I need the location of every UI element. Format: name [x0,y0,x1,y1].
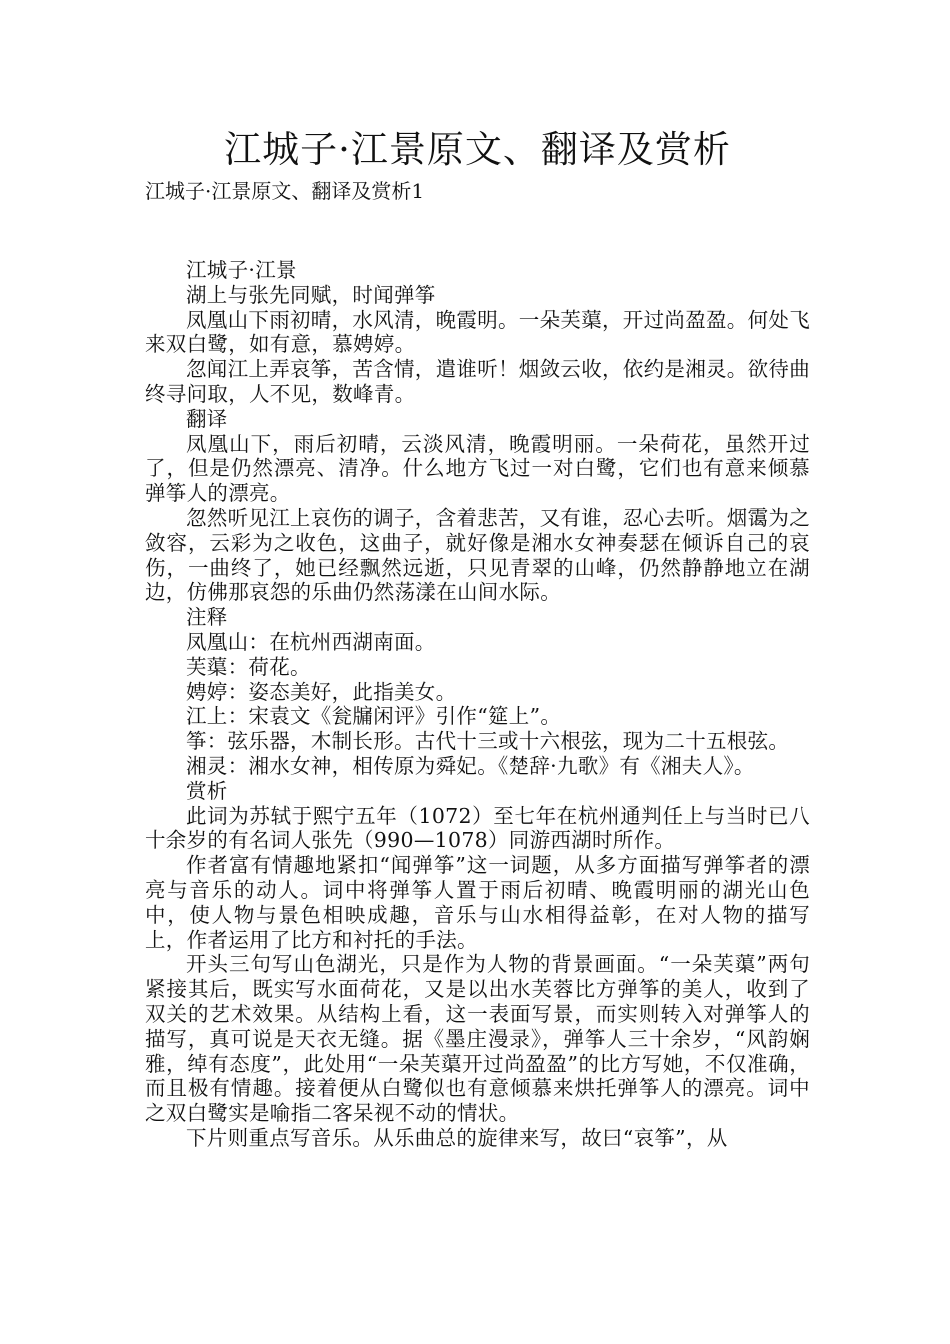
note-item: 凤凰山：在杭州西湖南面。 [186,629,436,654]
translation-paragraph: 凤凰山下，雨后初晴，云淡风清，晚霞明丽。一朵荷花，虽然开过了，但是仍然漂亮、清净。什么地方飞过一对白鹭，它们也有意来倾慕弹筝人的漂亮。 [145,431,810,506]
appreciation-paragraph: 作者富有情趣地紧扣“闻弹筝”这一词题，从多方面描写弹筝者的漂亮与音乐的动人。词中将弹筝人置于雨后初晴、晚霞明丽的湖光山色中，使人物与景色相映成趣，音乐与山水相得益彰，在对人物的描写上，作者运用了比方和衬托的手法。 [145,853,810,952]
document-subtitle: 江城子·江景原文、翻译及赏析1 [145,179,425,203]
poem-title: 江城子·江景 [186,258,297,282]
note-item: 江上：宋袁文《瓮牖闲评》引作“筵上”。 [186,704,562,729]
note-item: 娉婷：姿态美好，此指美女。 [186,679,457,704]
appreciation-paragraph: 下片则重点写音乐。从乐曲总的旋律来写，故曰“哀筝”，从 [186,1125,728,1150]
section-heading-translation: 翻译 [186,406,228,431]
poem-stanza-2: 忽闻江上弄哀筝，苦含情，遣谁听！烟敛云收，依约是湘灵。欲待曲终寻问取，人不见，数峰青。 [145,357,810,406]
appreciation-paragraph: 开头三句写山色湖光，只是作为人物的背景画面。“一朵芙蕖”两句紧接其后，既实写水面荷花，又是以出水芙蓉比方弹筝的美人，收到了双关的艺术效果。从结构上看，这一表面写景，而实则转入对弹筝人的描写，真可说是天衣无缝。据《墨庄漫录》，弹筝人三十余岁，“风韵娴雅，绰有态度”，此处用“一朵芙蕖开过尚盈盈”的比方写她，不仅准确，而且极有情趣。接着便从白鹭似也有意倾慕来烘托弹筝人的漂亮。词中之双白鹭实是喻指二客呆视不动的情状。 [145,952,810,1126]
note-item: 芙蕖：荷花。 [186,654,311,679]
poem-stanza-1: 凤凰山下雨初晴，水风清，晚霞明。一朵芙蕖，开过尚盈盈。何处飞来双白鹭，如有意，慕娉婷。 [145,307,810,357]
document-title: 江城子·江景原文、翻译及赏析 [224,128,731,171]
note-item: 筝：弦乐器，木制长形。古代十三或十六根弦，现为二十五根弦。 [186,729,790,754]
section-heading-appreciation: 赏析 [186,778,228,803]
section-heading-notes: 注释 [186,605,228,630]
translation-paragraph: 忽然听见江上哀伤的调子，含着悲苦，又有谁，忍心去听。烟霭为之敛容，云彩为之收色，这曲子，就好像是湘水女神奏瑟在倾诉自己的哀伤，一曲终了，她已经飘然远逝，只见青翠的山峰，仍然静静地立在湖边，仿佛那哀怨的乐曲仍然荡漾在山间水际。 [145,505,810,605]
poem-preface: 湖上与张先同赋，时闻弹筝 [186,282,436,307]
document-body [145,258,810,1151]
appreciation-paragraph: 此词为苏轼于熙宁五年（1072）至七年在杭州通判任上与当时已八十余岁的有名词人张先（990—1078）同游西湖时所作。 [145,803,810,853]
note-item: 湘灵：湘水女神，相传原为舜妃。《楚辞·九歌》有《湘夫人》。 [186,753,755,778]
